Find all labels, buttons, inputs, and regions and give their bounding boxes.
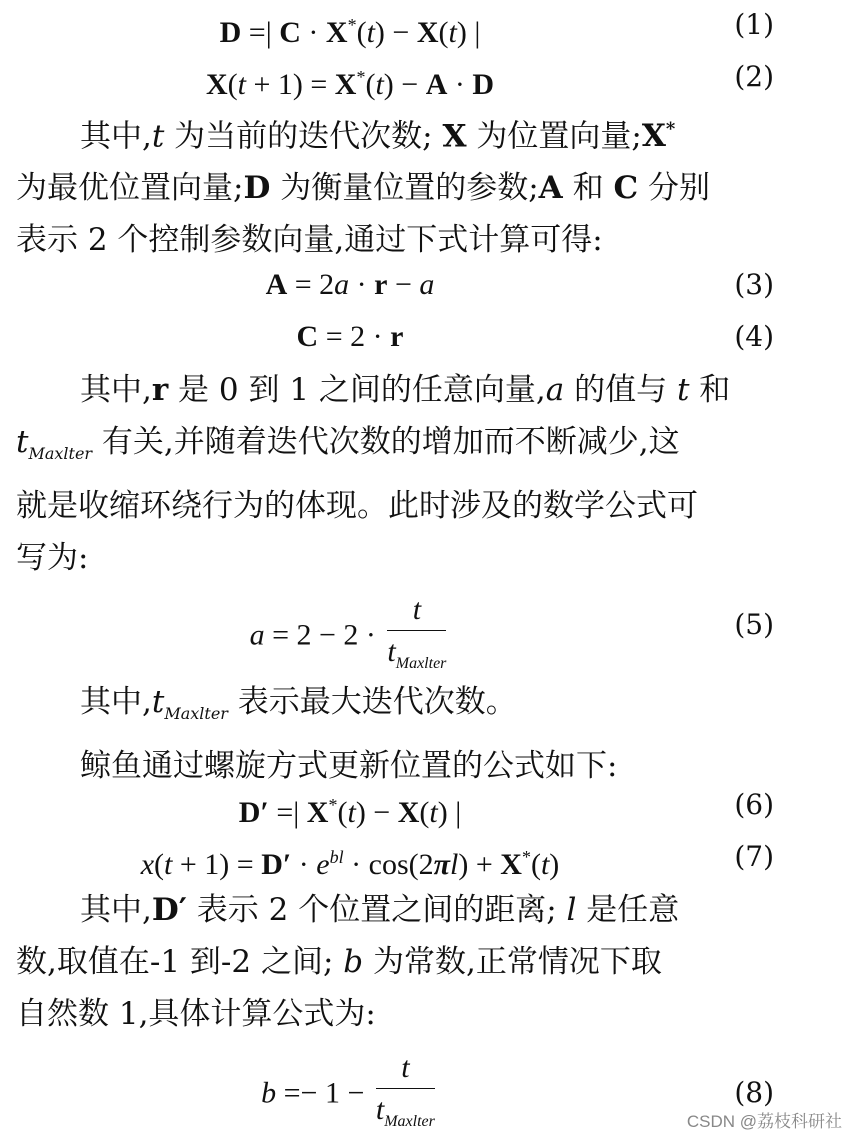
text-span: 其中,: [80, 892, 152, 928]
text-line: 表示 2 个控制参数向量,通过下式计算可得:: [16, 222, 603, 259]
var-a: a: [545, 372, 565, 408]
paragraph-5: [16, 884, 786, 1040]
equation-1-body: D =| C · X*(t) − X(t) |: [219, 15, 481, 49]
paragraph-4: 鲸鱼通过螺旋方式更新位置的公式如下:: [80, 748, 618, 785]
equation-8-number: (8): [734, 1076, 774, 1109]
var-D-prime: D′: [151, 892, 187, 928]
equation-5-number: (5): [734, 608, 774, 641]
tmax-sub: Maxlter: [164, 704, 228, 724]
equation-1: [0, 0, 858, 50]
paragraph-3: [16, 676, 786, 792]
equation-2-number: (2): [734, 60, 774, 93]
watermark: CSDN @荔枝科研社: [686, 1112, 842, 1131]
text-span: 为最优位置向量;: [16, 170, 244, 207]
text-span: 为位置向量;: [466, 118, 642, 155]
text-span: 为当前的迭代次数;: [164, 118, 443, 155]
equation-6-body: D′ =| X*(t) − X(t) |: [238, 795, 462, 829]
equation-3-number: (3): [734, 268, 774, 301]
text-span: 为常数,正常情况下取: [363, 944, 662, 980]
tmax-base: t: [151, 684, 165, 720]
text-span: 是任意: [576, 892, 680, 928]
text-span: 为衡量位置的参数;: [270, 170, 539, 207]
var-r: r: [151, 372, 169, 408]
paragraph-2: [16, 364, 786, 584]
paragraph-1: [16, 104, 786, 266]
text-span: 是 0 到 1 之间的任意向量,: [168, 372, 546, 408]
equation-7: [0, 832, 858, 882]
fraction: $\frac{t}{t_{Maxlter}}$: [387, 590, 446, 685]
tmax-sub: Maxlter: [28, 444, 93, 464]
var-D: D: [243, 170, 271, 207]
text-span: 数,取值在-1 到-2 之间;: [16, 944, 344, 980]
text-line: 自然数 1,具体计算公式为:: [16, 996, 376, 1032]
equation-1-number: (1): [734, 8, 774, 41]
equation-5-body: a = 2 − 2 · $\frac{t}{t_{Maxlter}}$: [0, 590, 700, 685]
text-span: 和: [562, 170, 614, 207]
var-l: l: [566, 892, 577, 928]
equation-4-number: (4): [734, 320, 774, 353]
var-t: t: [676, 372, 690, 408]
text-span: 其中,: [80, 118, 152, 155]
equation-7-body: $x(t + 1) = D' \cdot e^{bl} \cdot \cos(2\pi l) + X^*(t)$: [140, 847, 560, 881]
text-span: 分别: [638, 170, 710, 207]
equation-4: [0, 312, 858, 362]
text-span: 表示 2 个位置之间的距离;: [186, 892, 567, 928]
equation-8-body: b =− 1 − $\frac{t}{t_{Maxlter}}$: [0, 1048, 700, 1143]
var-t: t: [151, 118, 165, 155]
var-X: X: [442, 118, 467, 155]
text-span: 的值与: [564, 372, 677, 408]
var-X-star: X*: [641, 118, 676, 155]
equation-2-body: X(t + 1) = X*(t) − A · D: [205, 67, 495, 101]
var-tmax: [151, 684, 228, 724]
equation-3-body: A = 2a · r − a: [265, 268, 435, 301]
equation-3: [0, 260, 858, 310]
text-line: 写为:: [16, 540, 89, 577]
tmax-base: t: [16, 424, 29, 460]
equation-4-body: C = 2 · r: [296, 320, 404, 353]
text-span: 表示最大迭代次数。: [227, 684, 517, 720]
text-span: 和: [689, 372, 731, 408]
text-span: 有关,并随着迭代次数的增加而不断减少,这: [92, 424, 680, 460]
fraction: $\frac{t}{t_{Maxlter}}$: [376, 1048, 435, 1143]
var-b: b: [343, 944, 364, 980]
var-C: C: [613, 170, 639, 207]
equation-2: [0, 52, 858, 102]
equation-6: [0, 780, 858, 830]
equation-6-number: (6): [734, 788, 774, 821]
var-A: A: [538, 170, 563, 207]
var-tmax: [16, 424, 93, 464]
text-span: 其中,: [80, 684, 152, 720]
text-span: 其中,: [80, 372, 152, 408]
equation-5: [0, 590, 858, 680]
text-line: 就是收缩环绕行为的体现。此时涉及的数学公式可: [16, 488, 698, 525]
equation-7-number: (7): [734, 840, 774, 873]
